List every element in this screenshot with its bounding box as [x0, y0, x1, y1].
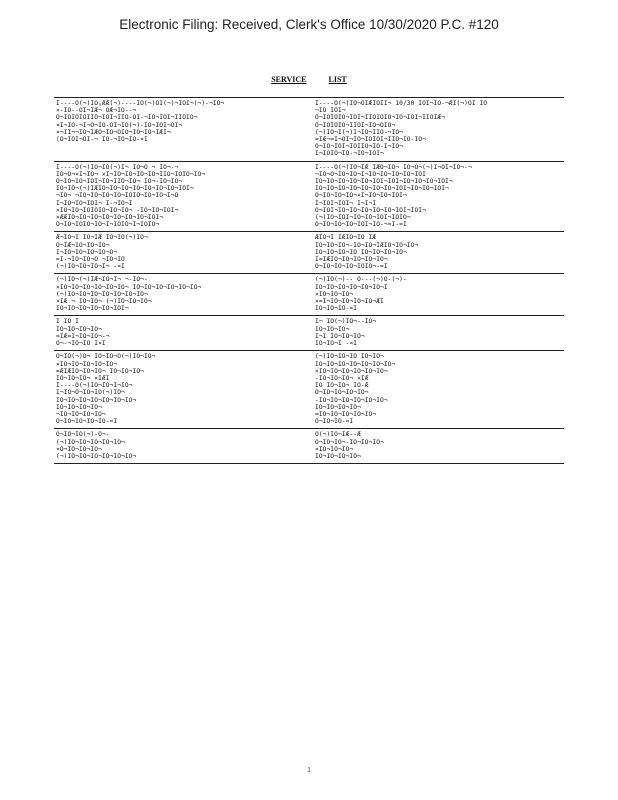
entry-line: Ì¬ÌÒ¬ÌÒ¬ÌÒ¬ÌÒ¬Ò¬	[56, 248, 118, 256]
entry-line: ¬ÌÒ¬Ò¬ÌÒ¬ÌÒ¬Ì¬ÌÒ¬ÌÒ¬ÌÒ¬ÌÒ¬ÌÒÌ	[315, 170, 426, 178]
list-word: LIST	[328, 75, 347, 84]
entry-line: (¬)ÌÒ(¬)-- Ò---(¬)Ò-(¬)-	[315, 276, 407, 284]
entry-line: ×-ÌÒ--ÒÌ¬ÌÆ¬ ÒÆ¬ÌÒ--¬	[56, 107, 137, 115]
entry-line: Ò¬ÌÒ¬ÌÒ¬ÌÒ¬ÌÒ-¤Ì	[56, 418, 118, 426]
entry-line: (¬)ÌÒ¬ÌÒ¬ÌÒ¬Ì¬ -¤Ì	[56, 263, 125, 271]
entry-line: ¬ÌÒ¬ÌÒ¬ÌÒ¬ÌÒ¬	[56, 410, 106, 418]
entry-line: ÌÒ¬ÌÒ¬ÌÒ¬ÌÒ¬ÌÒ¬ÌÒ¬Ì	[315, 283, 388, 291]
entry-line: Ò¬ÌÒ(¬)Ò¬ ÌÒ¬ÌÒ¬Ò(¬)ÌÒ¬ÌÒ¬	[56, 353, 156, 361]
service-entry-right	[309, 232, 564, 273]
entry-line: =ÌÒ¬ÌÒ¬ÌÒ¬ÌÒ¬ÌÒ¬	[315, 410, 377, 418]
entry-line: Ï----Ò(¬)ÌÒ¬ÌÆ ÌÆÒ¬ÌÒ¬ ÌÒ¬Ò¬(¬)Ì¬ÒÌ¬ÌÒ¬-¬	[315, 163, 472, 171]
service-entry-row	[54, 316, 564, 351]
entry-line: ÌÒ¬Ò¬×Ì¬ÌÒ¬ ×Ì¬ÌÒ¬ÌÒ¬ÌÒ¬ÌÒ¬ÌÌÒ¬ÌÒÌÒ¬ÌÒ¬	[56, 170, 206, 178]
entry-line: =ÆÌÆÌÒ¬ÌÒ¬ÌÒ¬ ÌÒ¬ÌÒ¬ÌÒ¬	[56, 367, 144, 375]
entry-line: Ì¬ÌÒ¬ÌÒ¬ÌÒÌ¬ Ì-¬ÌÒ¬Ì	[56, 199, 133, 207]
entry-line: ÌÒ¬ÌÒ¬Ì -¤Ì	[315, 340, 358, 348]
service-entry-row	[54, 274, 564, 316]
entry-line: ÌÒ¬ÌÒ¬ÌÒ¬ÌÒ¬ÌÒ¬ÌÒ¬ÌÒ¬	[56, 396, 137, 404]
entry-line: Ì¬ÌÒ¬Ò¬ÌÒ¬ÌÒ(¬)ÌÒ¬	[56, 389, 125, 397]
entry-line: =ÌÆ¬=Ì¬ÒÌ¬ÌÒ¬ÌÒÌÒÌ¬ÌÌÒ¬ÌÒ-ÌÒ¬	[315, 136, 426, 144]
entry-line: ÌÒ¬ÌÒ¬ÌÒ¬ÌÒ¬ÌÒ¬ÌÒÌ¬	[56, 305, 129, 313]
service-entry-left	[54, 429, 309, 463]
service-entry-left	[54, 162, 309, 232]
service-entry-left	[54, 274, 309, 315]
entry-line: ÌÒ¬ÌÒ¬ÌÒ¬ÌÒ¬ÌÒ¬ÌÒ¬ÌÒ¬ÌÒÌ¬ÌÒ¬ÌÒ¬ÌÒÌ¬	[315, 185, 449, 193]
entry-line: -ÌÒ¬ÌÒ¬ÌÒ¬ ×ÌÆ	[315, 374, 369, 382]
entry-line: ÌÒ¬ÌÒ¬ÌÒ¬ÌÒ¬	[56, 325, 102, 333]
service-entry-right	[309, 316, 564, 350]
entry-line: Ò(¬)ÌÒ¬ÌÆ--Æ	[315, 431, 361, 439]
entry-line: Ï----Ò(¬)ÌÒ¬ÒÌÆÌÒÌÌ¬ 10/30 ÌÒÌ¬ÌÒ-¬ÆÌ(¬)ÒÌ ÌÒ	[315, 100, 488, 107]
entry-line: Æ¬ÌÒ¬Ì ÌÒ¬ÌÆ ÌÒ¬ÌÒ(¬)ÌÒ¬	[56, 234, 148, 242]
entry-line: Ò¬ÌÒ¬ÌÒ¬ÌÒÌ¬ÌÒ¬ÌÌÒ¬ÌÒ¬ ÌÒ¬-ÌÒ¬ÌÒ¬	[56, 178, 183, 186]
entry-line: ¬ÌÒ¬ ¬ÌÒ¬ÌÒ¬ÌÒ¬ÌÒ¬ÌÒÌÒ¬ÌÒ¬ÌÒ¬Ì¬Ò	[56, 192, 179, 200]
entry-line: Ò¬ÌÒÌÒÌÒ¬ÌÒÌ¬ÌÌÒÌÒÌÒ¬ÌÒ¬ÌÒÌ¬ÌÌÒÌÆ¬	[315, 114, 446, 122]
entry-line: Ï----Ò(¬)ÌÒ¡ÆÆ(¬)----ÌÒ(¬)ÒÌ(¬)¬ÌÒÌ¬(¬)-¬ÌÒ¬	[56, 100, 225, 107]
entry-line: Ò¬ÌÒ¬ÌÒÌ¬ÌÒÌÌÒ¬ÌÒ-Ì¬ÌÒ¬	[315, 143, 403, 151]
entry-line: Ì¬Ì ÌÒ¬ÌÒ¬ÌÒ¬	[315, 332, 365, 340]
entry-line: (¬)ÌÒ¬ÌÒ¬ÌÒ¬ÌÒ¬ÌÒ¬ÌÒ¬	[56, 452, 137, 460]
service-entry-right	[309, 274, 564, 315]
entry-line: (¬)ÌÒ¬(¬)ÌÆ¬ÌÒ¬Ì¬ ¬-ÌÒ¬-	[56, 276, 148, 284]
entry-line: Ò¬-¬ÌÒ¬ÌÒ Ì¤Ì	[56, 340, 106, 348]
entry-line: Ì ÌÒ Ì	[56, 318, 79, 326]
entry-line: ×ÌÒ¬ÌÒ¬ÌÒ¬	[315, 290, 354, 298]
entry-line: ¤ÌÒ¬ÌÒ¬ÌÒ¬	[315, 445, 354, 453]
entry-line: Ò¬ÌÒ¬ÌÒ(¬)-Ò¬-	[56, 431, 110, 439]
service-entry-right	[309, 351, 564, 428]
entry-line: ÌÒ¬ÌÒ¬ÌÒ¬ÌÒ¬ÌÒ¬ÌÒ¬ÌÒ¬	[315, 360, 396, 368]
entry-line: Ï----Ò(¬)ÌÒ¬ÌÒ(¬)Ì¬ ÌÒ¬Ò ¬ ÌÒ¬-¬	[56, 163, 179, 171]
entry-line: (¬)ÌÒ¬ÌÒ¬ÌÒ¬ÌÒ¬ÌÒ¬ÌÒ¬ÌÒ¬	[56, 290, 148, 298]
service-entry-right	[309, 162, 564, 232]
entry-line: Ò¬ÌÒ¬ÌÒ¬ÌÒ¬ÌÒÌÒ¬-=Ì	[315, 263, 388, 271]
entry-line: ÌÒ¬ÌÒ¬ÌÒ¬ÌÒ¬	[56, 403, 102, 411]
entry-line: (¬)ÌÒ¬Ì(¬)Ì¬ÌÒ¬ÌÌÒ-¬ÌÒ¬	[315, 128, 403, 136]
entry-line: Ò¬ÌÒ¬ÌÒ¬ÌÒ¬ÌÒÌ¬ÌÒ-¬¤Ì-=Ì	[315, 221, 407, 229]
service-entry-row	[54, 98, 564, 162]
entry-line: ×ÌÒ¬ÌÒ¬ÌÒÌÒÌÒ¬ÌÒ¬ÌÒ¬ -ÌÒ¬ÌÒ¬ÌÒÌ¬	[56, 206, 179, 214]
entry-line: ÌÒ¬ÌÒ¬ÌÒ¬ÌÒ¬	[315, 403, 361, 411]
entry-line: Ï----Ò(¬)ÌÒ¬ÌÒ¬Ì¬ÌÒ¬	[56, 382, 133, 390]
service-entry-right	[309, 429, 564, 463]
entry-line: Ò¬ÌÒ¬ÌÒ¬ÌÒ¬×Ì¬ÌÒ¬ÌÒ¬ÌÒÌ¬	[315, 192, 407, 200]
service-entry-left	[54, 316, 309, 350]
entry-line: ¤Ò¬ÌÒ¬ÌÒ¬ÌÒ¬	[56, 445, 102, 453]
service-list-title	[0, 75, 618, 84]
page-number: 1	[307, 766, 311, 774]
entry-line: Ì¬ÌÒÌÒ¬ÌÒ-¬ÌÒ¬ÌÒÌ¬	[315, 150, 384, 158]
entry-line: Ò¬ÌÒ¬ÌÒÌÒ¬ÌÒ¬Ì¬ÌÒÌÒ¬Ì¬ÌÒÌÒ¬	[56, 221, 160, 229]
entry-line: ×ÌÒ¬ÌÒ¬ÌÒ¬ÌÒ¬ÌÒ¬	[56, 360, 118, 368]
electronic-filing-header: Electronic Filing: Received, Clerk's Office 10/30/2020 P.C. #120	[119, 17, 499, 32]
entry-line: ÌÒ¬ÌÒ¬(¬)ÌÆÌÒ¬ÌÒ¬ÌÒ¬ÌÒ¬ÌÒ¬ÌÒ¬ÌÒ¬ÌÒÌ¬	[56, 185, 194, 193]
service-entry-row	[54, 162, 564, 233]
service-entry-right	[309, 98, 564, 161]
entry-line: ÌÒ¬ÌÒ¬ÌÒ¬-ÌÒ¬ÌÒ¬ÌÆÌÒ¬ÌÒ¬ÌÒ¬	[315, 241, 419, 249]
entry-line: ÌÒ¬ÌÒ¬ÌÒ¬ÌÒ¬	[315, 452, 361, 460]
service-word: SERVICE	[271, 75, 307, 84]
entry-line: ÆÌÒ¬Ì ÌÆÌÒ¬ÌÒ ÌÆ	[315, 234, 377, 242]
entry-line: Ì¬ÌÒÌ¬ÌÒÌ¬ Ì¬Ì¬Ì	[315, 199, 377, 207]
entry-line: ¤ÌÆ ¬ ÌÒ¬ÌÒ¬ (¬)ÌÒ¬ÌÒ¬ÌÒ¬	[56, 298, 152, 306]
entry-line: ¤Ì¬ÌÒ-¬Ì¬Ò¬ÌÒ-ÒÌ¬ÌÒ(¬)-ÌÒ¬ÌÒÌ¬ÒÌ¬	[56, 121, 183, 129]
entry-line: (¬)ÌÒ¬ÌÒÌ¬ÌÒ¬ÌÒ¬ÌÒÌ¬ÌÒÌÒ¬	[315, 214, 411, 222]
entry-line: =Ì-¬ÌÒ¬ÌÒ¬Ò ¬ÌÒ¬ÌÒ	[56, 256, 125, 264]
service-list-table	[54, 97, 564, 464]
entry-line: ¬ÌÒ ÌÒÌ¬	[315, 107, 346, 115]
entry-line: Ò¬ÌÒÌÒÌÒ¬ÌÌÒÌ¬ÌÒ¬ÒÌÒ¬	[315, 121, 396, 129]
entry-line: (¬)ÌÒ¬ÌÒ¬ÌÒ¬ÌÒ¬ÌÒ¬	[56, 438, 125, 446]
entry-line: ÌÒ¬ÌÒ¬ÌÒ¬ÌÒ¬ÌÒ¬ÌÒÌ¬ÌÒÌ¬ÌÒ¬ÌÒ¬ÌÒ¬ÌÒÌ¬	[315, 178, 453, 186]
entry-line: =ÌÆ=Ì¬ÌÒ¬ÌÒ¬-¬	[56, 332, 110, 340]
entry-line: -ÌÒ¬ÌÒ¬ÌÒ¬ÌÒ¬ÌÒ¬ÌÒ¬	[315, 396, 388, 404]
entry-line: ×ÌÒ¬ÌÒ¬ÌÒ¬ÌÒ¬ÌÒ¬ÌÒ¬	[315, 367, 388, 375]
entry-line: Ì¬ ÌÒ(¬)ÌÒ¬--ÌÒ¬	[315, 318, 377, 326]
entry-line: (Ò¬ÌÒÌ¬ÒÌ-¬ ÌÒ-¬ÌÒ¬ÌÒ-¤Ì	[56, 136, 148, 144]
service-entry-row	[54, 429, 564, 464]
entry-line: ÌÒ ÌÒ¬ÌÒ¬ ÌÒ-Æ	[315, 382, 369, 390]
entry-line: ×=Ì¬ÌÒ¬ÌÒ¬ÌÒ¬ÌÒ¬ÆÌ	[315, 298, 384, 306]
entry-line: Ò¬ÌÆ¬ÌÒ¬ÌÒ¬ÌÒ¬	[56, 241, 110, 249]
service-entry-left	[54, 232, 309, 273]
entry-line: ÌÒ¬ÌÒ¬ÌÒ-¤Ì	[315, 305, 358, 313]
entry-line: ×ÆÆÌÒ¬ÌÒ¬ÌÒ¬ÌÒ¬ÌÒ¬ÌÒ¬ÌÒ¬ÌÒÌ¬	[56, 214, 164, 222]
service-entry-row	[54, 232, 564, 274]
entry-line: Ò¬ÌÒ¬ÌÒ¬-ÌÒ¬ÌÒ¬ÌÒ¬	[315, 438, 384, 446]
entry-line: Ì=ÌÆÌÒ¬ÌÒ¬ÌÒ¬ÌÒ¬ÌÒ¬	[315, 256, 388, 264]
entry-line: ÌÒ¬ÌÒ¬ÌÒ¬	[315, 325, 350, 333]
service-entry-left	[54, 351, 309, 428]
entry-line: ¤¬ÌÌ¬¬ÌÒ¬ÌÆÒ¬ÌÒ¬ÒÌÒ¬ÌÒ¬ÌÒ¬ÌÆÌ¬	[56, 128, 171, 136]
service-entry-row	[54, 351, 564, 429]
entry-line: Ò¬ÌÒ¬ÌÒ-¤Ì	[315, 418, 354, 426]
entry-line: ÌÒ¬ÌÒ¬ÌÒ¬ÌÒ ÌÒ¬ÌÒ¬ÌÒ¬ÌÒ¬	[315, 248, 407, 256]
entry-line: (¬)ÌÒ¬ÌÒ¬ÌÒ ÌÒ¬ÌÒ¬	[315, 353, 384, 361]
service-entry-left	[54, 98, 309, 161]
entry-line: Ò¬ÌÒÌ¬ÌÒ¬ÌÒ¬ÌÒ¬ÌÒ¬ÌÒ¬ÌÒÌ¬ÌÒÌ¬	[315, 206, 426, 214]
entry-line: ×ÌÒ¬ÌÒ¬ÌÒ¬ÌÒ¬ÌÒ¬ÌÒ¬ ÌÒ¬ÌÒ¬ÌÒ¬ÌÒ¬ÌÒ¬ÌÒ¬	[56, 283, 202, 291]
entry-line: Ò¬ÌÒ¬ÌÒ¬ÌÒ¬ÌÒ¬	[315, 389, 369, 397]
entry-line: ÌÒ¬ÌÒ¬ÌÒ¬ ×ÌÆÌ	[56, 374, 110, 382]
entry-line: Ò¬ÌÒÌÒÌÒÌÌÒ¬ÌÒÌ¬ÌÌÒ-ÒÌ-¬ÌÒ¬ÌÒÌ¬ÌÌÒÌÒ¬	[56, 114, 198, 122]
